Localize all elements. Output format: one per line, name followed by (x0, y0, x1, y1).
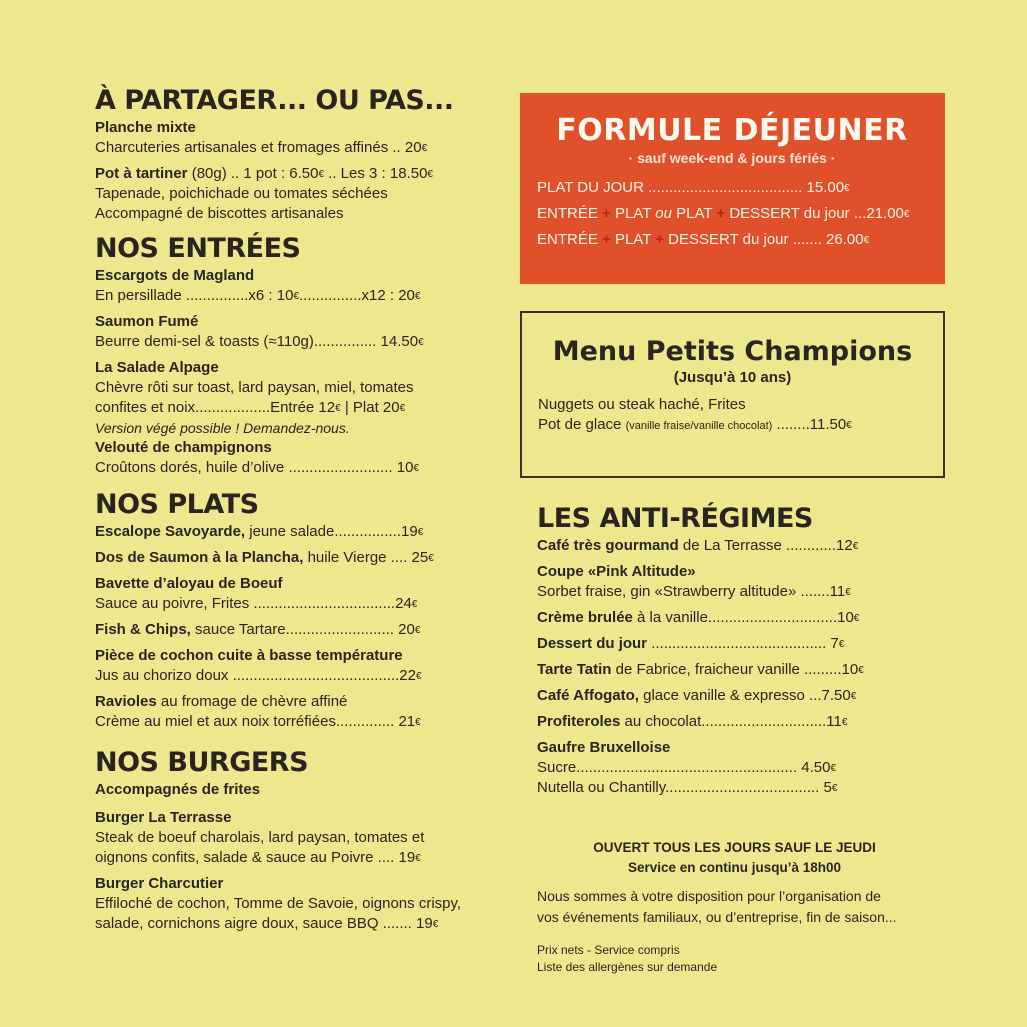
formule-subtitle: · sauf week-end & jours fériés · (628, 150, 836, 166)
item-pot-desc1: Tapenade, poichichade ou tomates séchées (95, 185, 388, 202)
item-terrasse-name: Burger La Terrasse (95, 809, 232, 826)
formule-title: FORMULE DÉJEUNER (556, 113, 908, 148)
right-column (520, 93, 945, 976)
item-salade-name: La Salade Alpage (95, 359, 219, 376)
item-profiteroles: Profiteroles au chocolat..............................11€ (537, 713, 848, 730)
formule-line-trois: ENTRÉE + PLAT + DESSERT du jour ....... 26.00€ (537, 231, 870, 248)
item-salade-line2: confites et noix..................Entrée 12€ | Plat 20€ (95, 399, 406, 416)
champions-subtitle: (Jusqu’à 10 ans) (673, 369, 792, 386)
item-ravioles-line: Crème au miel et aux noix torréfiées.............. 21€ (95, 713, 421, 730)
item-affogato: Café Affogato, glace vanille & expresso ...7.50€ (537, 687, 857, 704)
item-charcutier-name: Burger Charcutier (95, 875, 224, 892)
item-planche-line: Charcuteries artisanales et fromages affinés .. 20€ (95, 139, 428, 156)
menu-petits-champions-box (520, 311, 945, 478)
item-gaufre-line1: Sucre..................................................... 4.50€ (537, 759, 836, 776)
item-charcutier-line2: salade, cornichons aigre doux, sauce BBQ ....... 19€ (95, 915, 439, 932)
opening-days: OUVERT TOUS LES JOURS SAUF LE JEUDI (593, 840, 876, 855)
events-text: Nous sommes à votre disposition pour l’organisation de vos événements familiaux, ou d’entreprise, fin de saison... (537, 888, 897, 925)
item-salade-note: Version végé possible ! Demandez-nous. (95, 420, 350, 436)
info-section (520, 838, 945, 976)
item-cochon-name: Pièce de cochon cuite à basse température (95, 647, 403, 664)
section-title-anti-regimes: LES ANTI-RÉGIMES (537, 503, 813, 534)
item-bavette-line: Sauce au poivre, Frites ..................................24€ (95, 595, 418, 612)
item-pot-line: Pot à tartiner (80g) .. 1 pot : 6.50€ .. Les 3 : 18.50€ (95, 165, 433, 182)
item-dessert-jour: Dessert du jour .......................................... 7€ (537, 635, 845, 652)
anti-regimes-section (520, 502, 945, 798)
champions-line1: Nuggets ou steak haché, Frites (538, 396, 746, 413)
item-planche-name: Planche mixte (95, 119, 196, 136)
formule-line-deux: ENTRÉE + PLAT ou PLAT + DESSERT du jour ...21.00€ (537, 205, 910, 222)
item-escargots-line: En persillade ...............x6 : 10€...............x12 : 20€ (95, 287, 421, 304)
section-title-partager: À PARTAGER... OU PAS... (95, 85, 454, 116)
item-tarte-tatin: Tarte Tatin de Fabrice, fraicheur vanille .........10€ (537, 661, 864, 678)
item-fish: Fish & Chips, sauce Tartare.......................... 20€ (95, 621, 421, 638)
item-dos-saumon: Dos de Saumon à la Plancha, huile Vierge .... 25€ (95, 549, 434, 566)
item-saumon-name: Saumon Fumé (95, 313, 199, 330)
item-escalope: Escalope Savoyarde, jeune salade................19€ (95, 523, 424, 540)
formule-line-plat: PLAT DU JOUR ..................................... 15.00€ (537, 179, 850, 196)
service-hours: Service en continu jusqu’à 18h00 (627, 860, 842, 875)
item-veloute-line: Croûtons dorés, huile d’olive ......................... 10€ (95, 459, 420, 476)
formule-dejeuner-box (520, 93, 945, 284)
item-salade-line1: Chèvre rôti sur toast, lard paysan, miel, tomates (95, 379, 414, 396)
item-pot-desc2: Accompagné de biscottes artisanales (95, 205, 344, 222)
item-terrasse-line1: Steak de boeuf charolais, lard paysan, tomates et (95, 829, 425, 846)
item-coupe-line: Sorbet fraise, gin «Strawberry altitude» .......11€ (537, 583, 851, 600)
item-ravioles-name: Ravioles au fromage de chèvre affiné (95, 693, 348, 710)
legal-notes: Prix nets - Service compris Liste des allergènes sur demande (537, 943, 718, 974)
champions-line2: Pot de glace (vanille fraise/vanille chocolat) ........11.50€ (538, 416, 852, 433)
item-terrasse-line2: oignons confits, salade & sauce au Poivre .... 19€ (95, 849, 421, 866)
item-cochon-line: Jus au chorizo doux ........................................22€ (95, 667, 422, 684)
item-gaufre-name: Gaufre Bruxelloise (537, 739, 671, 756)
burgers-subtitle: Accompagnés de frites (95, 781, 261, 798)
item-bavette-name: Bavette d’aloyau de Boeuf (95, 575, 283, 592)
item-gaufre-line2: Nutella ou Chantilly..................................... 5€ (537, 779, 838, 796)
item-charcutier-line1: Effiloché de cochon, Tomme de Savoie, oignons crispy, (95, 895, 462, 912)
section-title-plats: NOS PLATS (95, 489, 259, 520)
item-saumon-line: Beurre demi-sel & toasts (≈110g)............... 14.50€ (95, 333, 424, 350)
item-creme-brulee: Crème brulée à la vanille...............................10€ (537, 609, 860, 626)
item-cafe-gourmand: Café très gourmand de La Terrasse ............12€ (537, 537, 859, 554)
section-title-burgers: NOS BURGERS (95, 747, 309, 778)
item-escargots-name: Escargots de Magland (95, 267, 255, 284)
item-coupe-name: Coupe «Pink Altitude» (537, 563, 696, 580)
item-veloute-name: Velouté de champignons (95, 439, 272, 456)
champions-title: Menu Petits Champions (552, 336, 913, 367)
section-title-entrees: NOS ENTRÉES (95, 233, 301, 264)
left-column (95, 84, 500, 934)
